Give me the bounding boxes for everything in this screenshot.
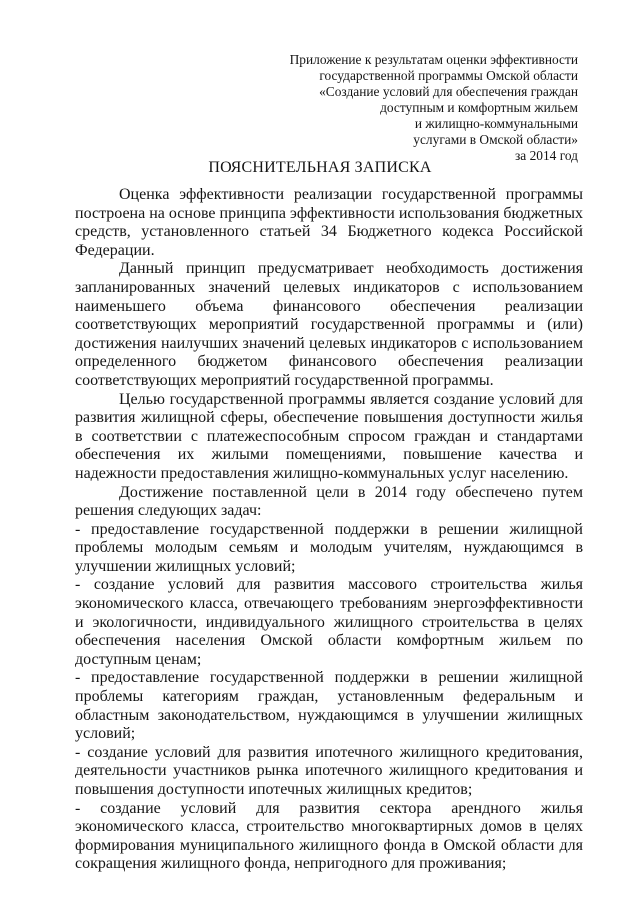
header-line: Приложение к результатам оценки эффективности [289, 52, 578, 67]
header-line: государственной программы Омской области [319, 68, 578, 83]
appendix-header [278, 52, 578, 164]
document-body [75, 186, 583, 874]
header-line: доступным и комфортным жильем [380, 100, 578, 115]
task-item: - предоставление государственной поддержки в решении жилищной проблемы категориям граждан, установленным федеральным и областным законодательством, нуждающимся в улучшении жилищных условий; [75, 669, 583, 743]
task-item: - создание условий для развития ипотечного жилищного кредитования, деятельности участников рынка ипотечного жилищного кредитования и повышения доступности ипотечных жилищных кредитов; [75, 743, 583, 798]
header-line: и жилищно-коммунальными [414, 116, 578, 131]
task-item: - создание условий для развития сектора арендного жилья экономического класса, строительство многоквартирных домов в целях формирования муниципального жилищного фонда в Омской области для сокращения жилищного фонда, непригодного для проживания; [75, 799, 583, 873]
paragraph-principle: Данный принцип предусматривает необходимость достижения запланированных значений целевых индикаторов с использованием наименьшего объема финансового обеспечения реализации соответствующих мероприятий государственной программы и (или) достижения наилучших значений целевых индикаторов с использованием определенного бюджетом финансового обеспечения реализации соответствующих мероприятий государственной программы. [75, 260, 583, 389]
document-title: ПОЯСНИТЕЛЬНАЯ ЗАПИСКА [208, 159, 432, 176]
paragraph-evaluation: Оценка эффективности реализации государственной программы построена на основе принципа эффективности использования бюджетных средств, установленного статьей 34 Бюджетного кодекса Российской Федерации. [75, 186, 583, 259]
paragraph-tasks-intro: Достижение поставленной цели в 2014 году обеспечено путем решения следующих задач: [75, 483, 583, 520]
header-line: «Создание условий для обеспечения граждан [319, 84, 578, 99]
header-line: за 2014 год [515, 148, 578, 163]
header-line: услугами в Омской области» [413, 132, 578, 147]
task-item: - предоставление государственной поддержки в решении жилищной проблемы молодым семьям и молодым учителям, нуждающимся в улучшении жилищных условий; [75, 520, 583, 575]
paragraph-goal: Целью государственной программы является создание условий для развития жилищной сферы, обеспечение повышения доступности жилья в соответствии с платежеспособным спросом граждан и стандартами обеспечения их жилыми помещениями, повышение качества и надежности предоставления жилищно-коммунальных услуг населению. [75, 390, 583, 482]
task-item: - создание условий для развития массового строительства жилья экономического класса, отвечающего требованиям энергоэффективности и экологичности, индивидуального жилищного строительства в целях обеспечения населения Омской области комфортным жильем по доступным ценам; [75, 576, 583, 668]
